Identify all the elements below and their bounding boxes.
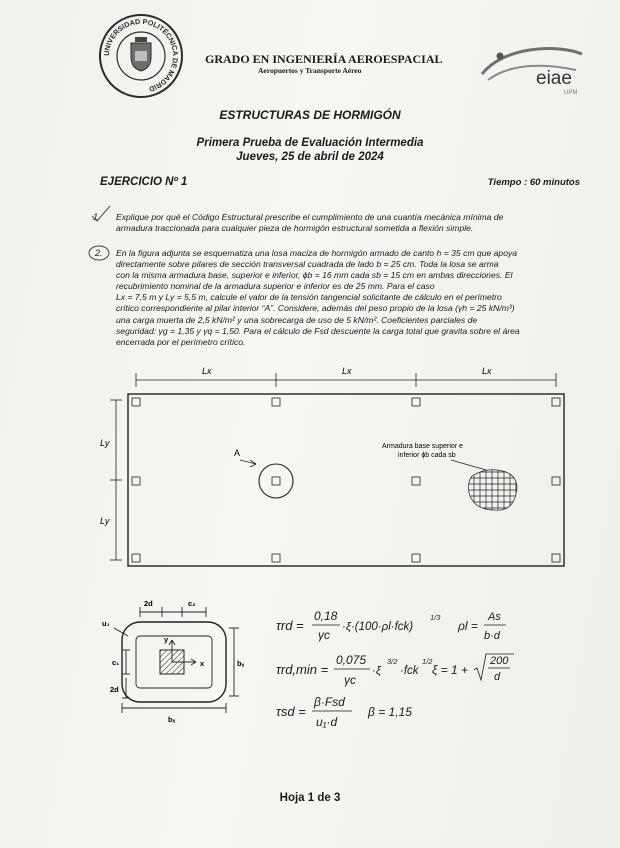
course-title: ESTRUCTURAS DE HORMIGÓN — [219, 108, 401, 122]
svg-text:ρl =: ρl = — [458, 619, 478, 633]
svg-text:τrd =: τrd = — [276, 618, 304, 633]
svg-text:ξ = 1 +: ξ = 1 + — [432, 663, 469, 677]
question-2-text: En la figura adjunta se esquematiza una losa maciza de hormigón armado de canto h = 35 cm que apoya directamente sobre pilares de sección transversal cuadrada de lado b = 25 cm. Toda la losa se arma con la misma armadura base, superior e inferior, ϕb = 16 mm cada sb = 15 cm en ambas direcciones. El recubrimiento nominal de la armadura superior e inferior es de 25 mm. Para el caso Lx = 7,5 m y Ly = 5,5 m, calcule el valor de la tensión tangencial solicitante de cálculo en el perímetro crítico correspondiente al pilar interior “A”. Considere, además del peso propio de la losa (γh = 25 kN/m³) una carga muerta de 2,5 kN/m² y una sobrecarga de uso de 5 kN/m². Coeficientes parciales de seguridad: γg = 1,35 y γq = 1,50. Para el cálculo de Fsd descuente la carga total que gravita sobre el área encerrada por el perímetro crítico. — [116, 248, 520, 347]
svg-text:β·Fsd: β·Fsd — [314, 695, 345, 709]
svg-text:Ly: Ly — [100, 516, 110, 526]
exam-name: Primera Prueba de Evaluación Intermedia — [196, 137, 424, 149]
svg-text:Lx: Lx — [342, 366, 352, 376]
university-seal-logo — [98, 13, 184, 99]
exercise-time: Tiempo : 60 minutos — [487, 177, 580, 188]
svg-text:·fck: ·fck — [400, 665, 419, 677]
svg-text:bₓ: bₓ — [168, 715, 176, 724]
svg-text:·ξ: ·ξ — [372, 665, 381, 677]
svg-text:Armadura base superior e: Armadura base superior e — [382, 443, 463, 450]
svg-text:β = 1,15: β = 1,15 — [368, 705, 412, 719]
svg-text:UPM: UPM — [564, 90, 578, 96]
slab-plan-figure — [96, 360, 576, 590]
page-footer: Hoja 1 de 3 — [279, 792, 341, 804]
svg-text:u₁: u₁ — [102, 619, 110, 628]
svg-text:As: As — [488, 611, 501, 623]
svg-text:1/2: 1/2 — [422, 657, 433, 666]
svg-text:d: d — [494, 671, 501, 683]
svg-text:·ξ·(100·ρl·fck): ·ξ·(100·ρl·fck) — [342, 621, 414, 633]
svg-text:0,075: 0,075 — [336, 653, 367, 667]
svg-text:τsd =: τsd = — [276, 704, 306, 719]
svg-text:u₁·d: u₁·d — [316, 715, 338, 729]
svg-text:2d: 2d — [110, 685, 119, 694]
formulas — [272, 600, 522, 740]
svg-text:τrd,min =: τrd,min = — [276, 662, 329, 677]
question-2-number: 2. — [95, 248, 103, 258]
svg-text:b·d: b·d — [484, 630, 500, 642]
svg-text:inferior ϕb cada sb: inferior ϕb cada sb — [398, 452, 456, 459]
svg-text:Lx: Lx — [482, 366, 492, 376]
eiae-logo — [478, 40, 588, 96]
exercise-label: EJERCICIO Nº 1 — [100, 176, 188, 188]
svg-text:γc: γc — [344, 673, 356, 687]
svg-text:Ly: Ly — [100, 438, 110, 448]
svg-text:c₁: c₁ — [112, 658, 120, 667]
check-mark-icon — [88, 204, 114, 224]
question-1-number: 1. — [93, 212, 101, 222]
svg-text:3/2: 3/2 — [387, 657, 398, 666]
svg-text:A: A — [234, 448, 241, 458]
column-detail-figure — [100, 598, 250, 733]
exam-date: Jueves, 25 de abril de 2024 — [236, 151, 384, 163]
svg-text:eiae: eiae — [536, 68, 572, 89]
svg-text:1/3: 1/3 — [430, 613, 441, 622]
svg-text:0,18: 0,18 — [314, 609, 338, 623]
svg-text:UNIVERSIDAD POLITÉCNICA DE MAD: UNIVERSIDAD POLITÉCNICA DE MADRID — [101, 16, 181, 94]
degree-title: GRADO EN INGENIERÍA AEROESPACIAL — [205, 52, 443, 66]
degree-specialty: Aeropuertos y Transporte Aéreo — [258, 66, 362, 75]
svg-text:200: 200 — [490, 655, 509, 667]
question-1-text: Explique por qué el Código Estructural prescribe el cumplimiento de una cuantía mecánica mínima de armadura traccionada para cualquier pieza de hormigón estructural sometida a flexión simple. — [116, 212, 504, 234]
svg-text:bᵧ: bᵧ — [237, 659, 245, 668]
reinforcement-mesh — [466, 464, 522, 514]
svg-text:2d: 2d — [144, 599, 153, 608]
svg-text:y: y — [164, 635, 169, 644]
svg-text:Lx: Lx — [202, 366, 212, 376]
svg-text:x: x — [200, 659, 205, 668]
svg-text:γc: γc — [318, 628, 330, 642]
svg-text:c₂: c₂ — [188, 599, 196, 608]
